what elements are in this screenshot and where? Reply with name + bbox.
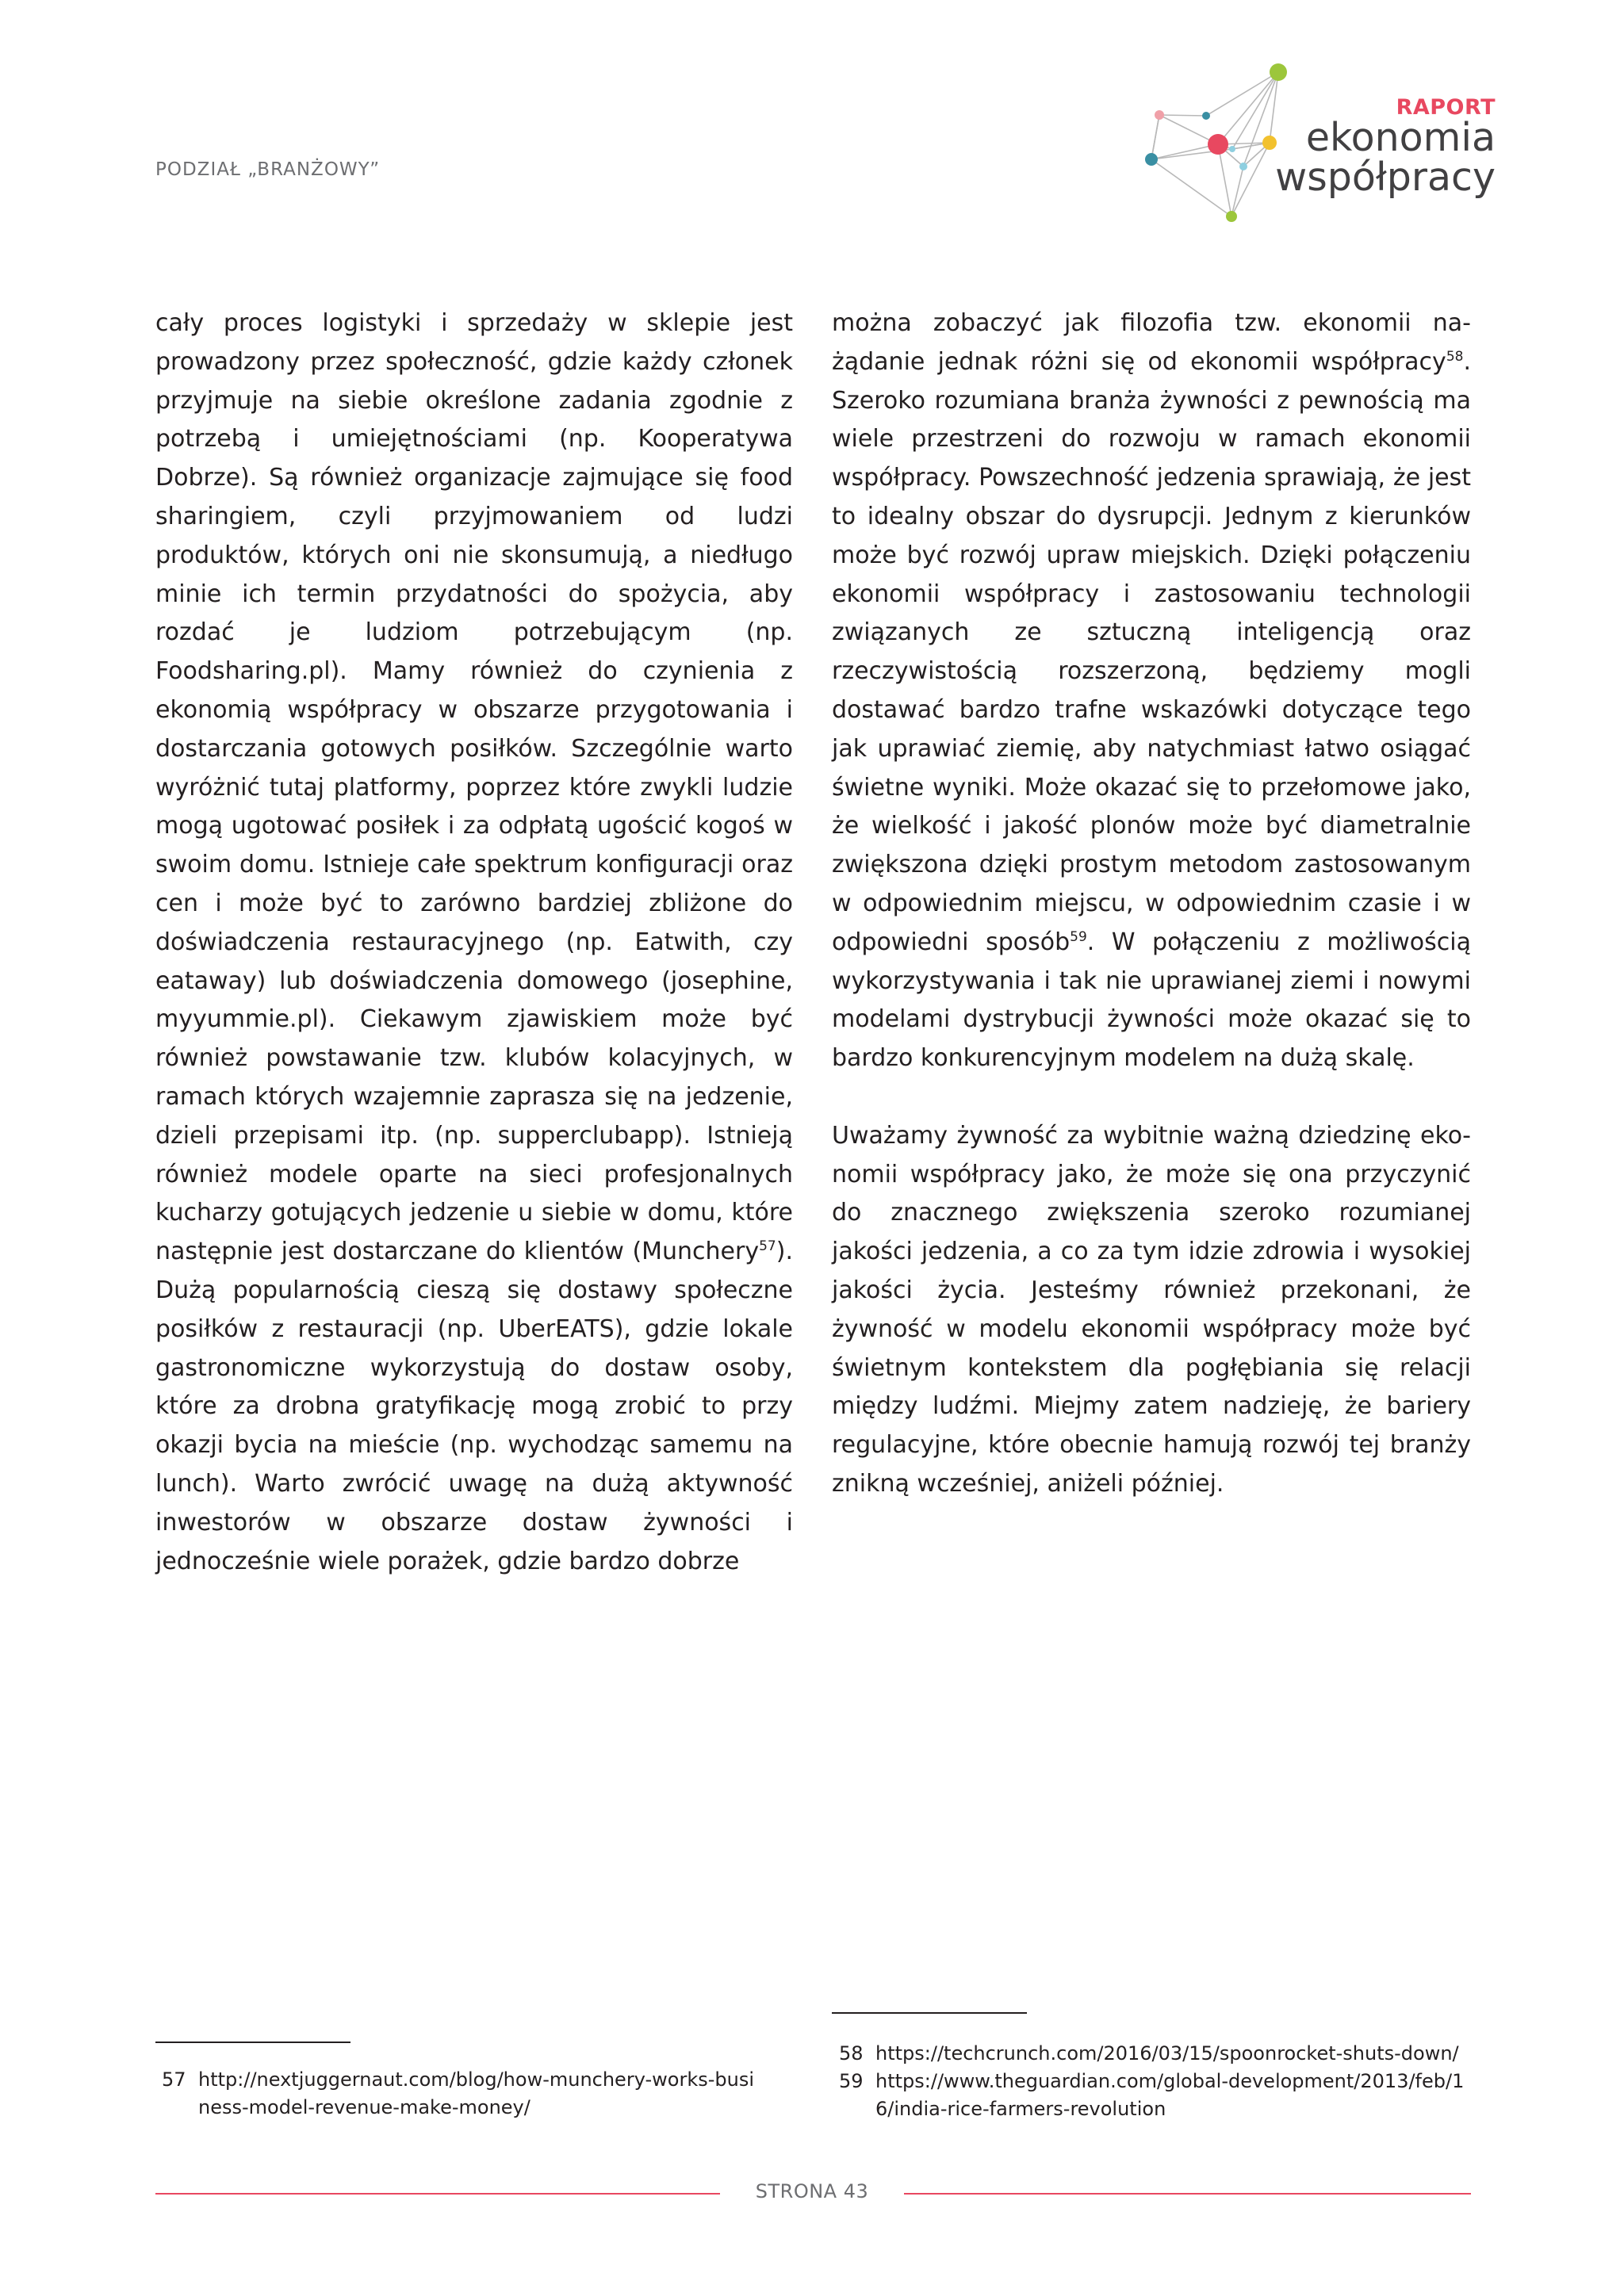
logo-raport: RAPORT [1396, 95, 1496, 120]
page-number: STRONA 43 [755, 2180, 869, 2202]
right-paragraph-1-a: można zobaczyć jak filozofia tzw. ekonomii na-żądanie jednak różni się od ekonomii współpracy [832, 309, 1471, 376]
footnote-divider-left [155, 2042, 350, 2043]
right-column [832, 304, 1471, 1504]
footnote-divider-right [832, 2012, 1027, 2014]
footnote-ref-57: 57 [759, 1238, 776, 1255]
logo-line-1: ekonomia [1305, 115, 1496, 160]
left-paragraph-text: cały proces logistyki i sprzedaży w sklepie jest prowadzony przez społeczność, gdzie każdy członek przyjmuje na siebie określone zadania zgodnie z potrzebą i umiejętnościami (np. Kooperatywa Dobrze). Są również organizacje zajmujące się food sharingiem, czyli przyjmowaniem od ludzi produktów, których oni nie skonsumują, a niedługo minie ich termin przydatności do spożycia, aby rozdać je ludziom potrzebującym (np. Foodsharing.pl). Mamy również do czynienia z ekonomią współpracy w obszarze przygotowania i dostarczania gotowych posiłków. Szczególnie warto wyróżnić tutaj platformy, poprzez które zwykli ludzie mogą ugotować posiłek i za odpłatą ugościć kogoś w swoim domu. Istnieje całe spektrum konfiguracji oraz cen i może być to zarówno bardziej zbliżone do doświadczenia restauracyjnego (np. Eatwith, czy eataway) lub doświadczenia domowego (josephine, myyummie.pl). Ciekawym zjawiskiem może być również powstawanie tzw. klubów kolacyjnych, w ramach których wzajemnie zaprasza się na jedzenie, dzieli przepisami itp. (np. supperclubapp). Istnieją również modele oparte na sieci profesjonalnych kucharzy gotujących jedzenie u siebie w domu, które następnie jest dostarczane do klientów (Munchery [155, 309, 793, 1266]
report-logo [1131, 57, 1496, 232]
footnote-58 [839, 2040, 1473, 2068]
footer-rule-right [904, 2193, 1471, 2195]
footnote-57 [162, 2066, 764, 2122]
right-paragraph-1 [832, 304, 1471, 1078]
footnote-ref-58: 58 [1446, 348, 1464, 365]
left-column [155, 304, 793, 1581]
footer-rule-left [155, 2193, 720, 2195]
footnote-link[interactable]: http://nextjuggernaut.com/blog/how-munchery-works-business-model-revenue-make-money/ [198, 2068, 754, 2118]
left-paragraph [155, 304, 793, 1581]
footnote-59 [839, 2068, 1473, 2123]
footnote-link[interactable]: https://www.theguardian.com/global-development/2013/feb/16/india-rice-farmers-revolution [875, 2070, 1465, 2120]
right-paragraph-1-c: . W połączeniu z możliwością wykorzystywania i tak nie uprawianej ziemi i nowymi modelami dystrybucji żywności może okazać się to bardzo konkurencyjnym modelem na dużą skalę. [832, 928, 1472, 1073]
footnote-ref-59: 59 [1070, 928, 1087, 945]
left-paragraph-tail: ). Dużą popularnością cieszą się dostawy społeczne posiłków z restauracji (np. UberEATS), gdzie lokale gastronomiczne wykorzystują do dostaw osoby, które za drobna gratyfikację mogą zrobić to przy okazji bycia na mieście (np. wychodząc samemu na lunch). Warto zwrócić uwagę na dużą aktywność inwestorów w obszarze dostaw żywności i jednocześnie wiele porażek, gdzie bardzo dobrze [155, 1238, 793, 1575]
footnotes-right [839, 2040, 1473, 2123]
footnotes-left [162, 2066, 764, 2122]
logo-wordmark [1275, 95, 1496, 200]
logo-line-2: współpracy [1275, 155, 1496, 200]
right-paragraph-2: Uważamy żywność za wybitnie ważną dziedzinę ekonomii współpracy jako, że może się ona przyczynić do znacznego zwiększenia szeroko rozumianej jakości jedzenia, a co za tym idzie zdrowia i wysokiej jakości życia. Jesteśmy również przekonani, że żywność w modelu ekonomii współpracy może być świetnym kontekstem dla pogłębiania się relacji między ludźmi. Miejmy zatem nadzieję, że bariery regulacyjne, które obecnie hamują rozwój tej branży znikną wcześniej, aniżeli później. [832, 1121, 1471, 1498]
footnote-number: 59 [839, 2070, 864, 2092]
right-paragraph-1-b: . Szeroko rozumiana branża żywności z pewnością ma wiele przestrzeni do rozwoju w ramach ekonomii współpracy. Powszechność jedzenia sprawiają, że jest to idealny obszar do dysrupcji. Jednym z kierunków może być rozwój upraw miejskich. Dzięki połączeniu ekonomii współpracy i zastosowaniu technologii związanych ze sztuczną inteligencją oraz rzeczywistością rozszerzoną, będziemy mogli dostawać bardzo trafne wskazówki dotyczące tego jak uprawiać ziemię, aby natychmiast łatwo osiągać świetne wyniki. Może okazać się to przełomowe jako, że wielkość i jakość plonów może być diametralnie zwiększona dzięki prostym metodom zastosowanym w odpowiednim miejscu, w odpowiednim czasie i w odpowiedni sposób [832, 347, 1471, 956]
footnote-link[interactable]: https://techcrunch.com/2016/03/15/spoonrocket-shuts-down/ [875, 2042, 1459, 2064]
section-label: PODZIAŁ „BRANŻOWY” [155, 159, 381, 180]
footnote-number: 57 [162, 2068, 186, 2091]
footnote-number: 58 [839, 2042, 864, 2064]
